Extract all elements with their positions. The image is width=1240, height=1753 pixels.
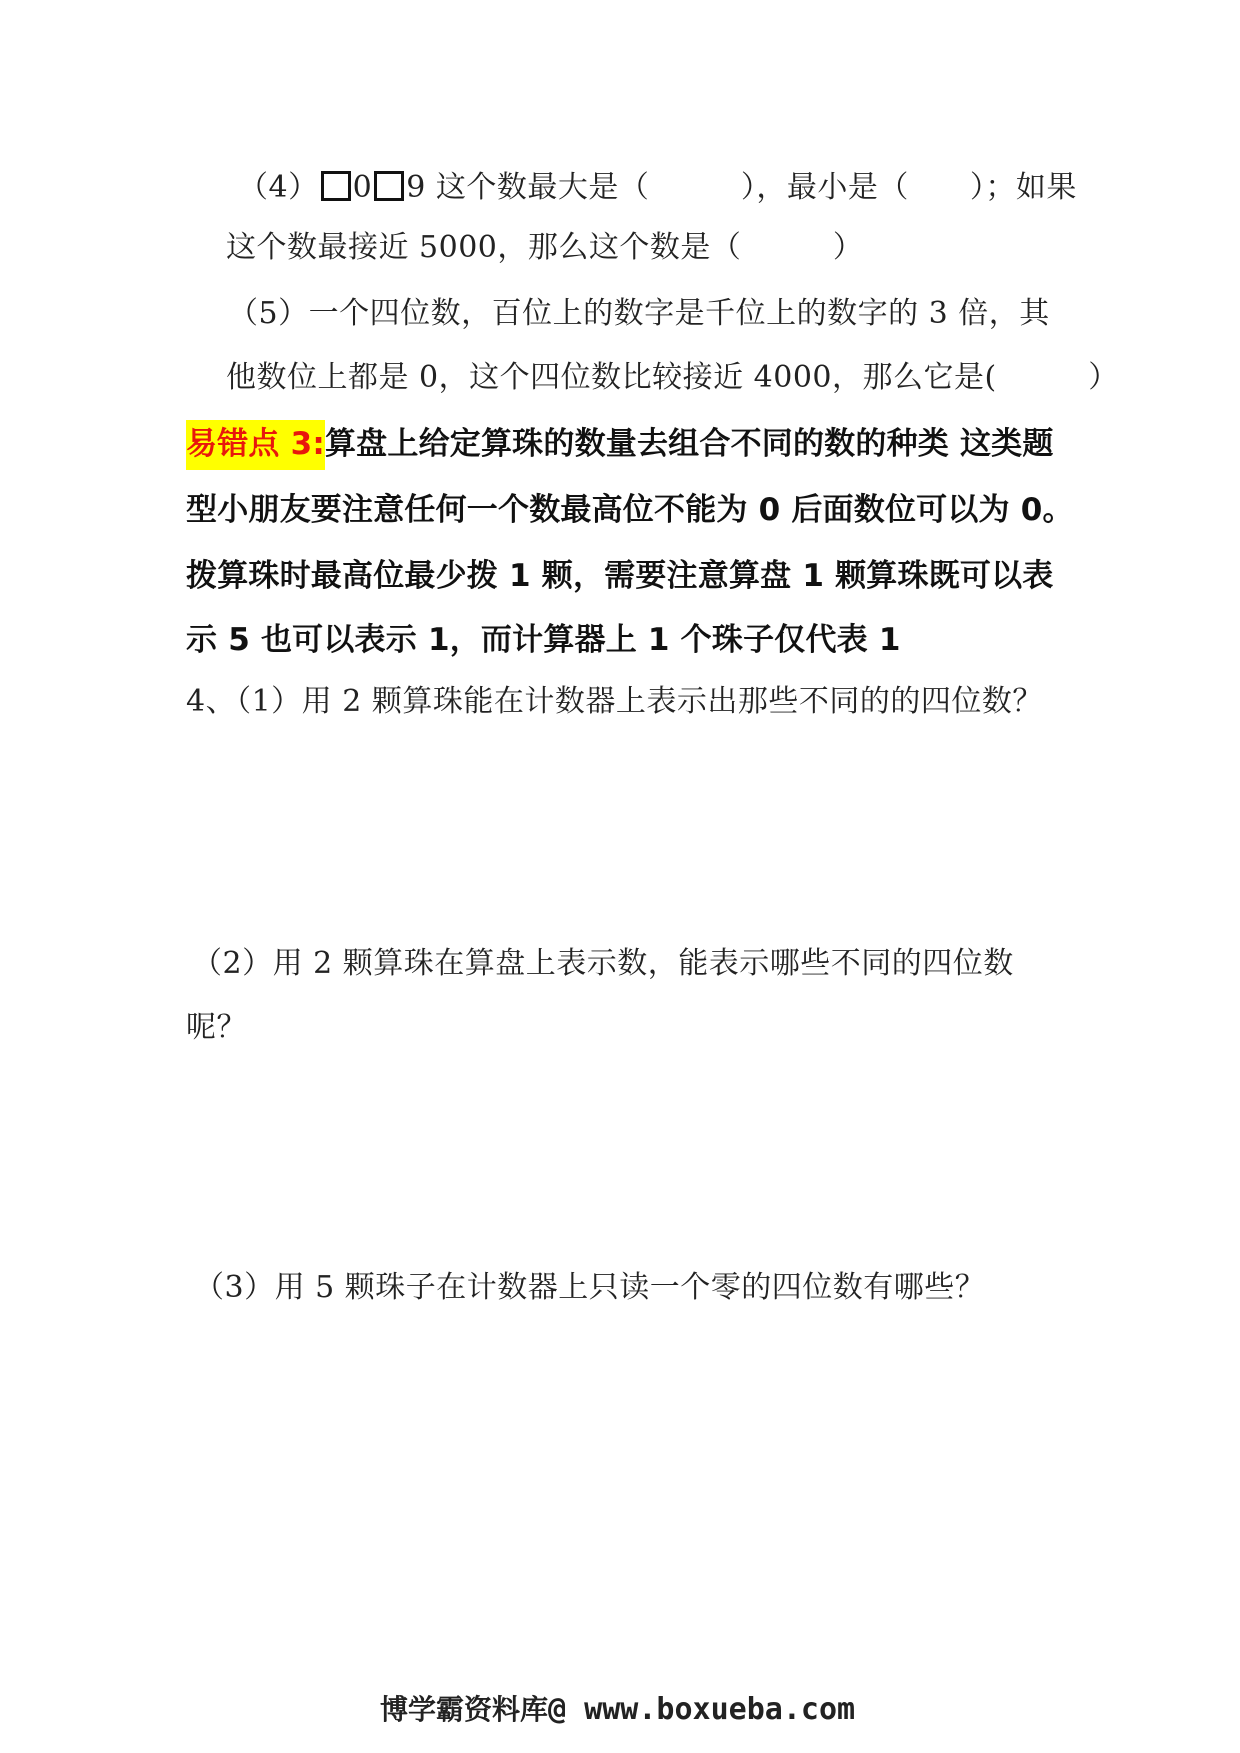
tip-line1 [186, 424, 1054, 464]
q4-4-line2: 这个数最接近 5000，那么这个数是（ ） [226, 230, 864, 265]
q4-1: 4、（1）用 2 颗算珠能在计数器上表示出那些不同的的四位数？ [186, 684, 1043, 719]
blank-box-tens [374, 171, 404, 201]
tip-label: 易错点 3: [186, 420, 325, 470]
q4-5-line1: （5）一个四位数，百位上的数字是千位上的数字的 3 倍，其 [228, 296, 1050, 331]
blank-box-thousands [321, 171, 351, 201]
footer-at: @ [548, 1692, 585, 1727]
q4-5-line2: 他数位上都是 0，这个四位数比较接近 4000，那么它是( ） [226, 360, 1119, 395]
q4-3: （3）用 5 颗珠子在计数器上只读一个零的四位数有哪些？ [194, 1270, 986, 1305]
footer-url: www.boxueba.com [584, 1692, 856, 1727]
footer-site-name: 博学霸资料库 [380, 1693, 549, 1726]
q4-4-end-digit: 9 [406, 170, 426, 205]
tip-text-1: 算盘上给定算珠的数量去组合不同的数的种类 这类题 [324, 426, 1054, 462]
tip-line2: 型小朋友要注意任何一个数最高位不能为 0 后面数位可以为 0。 [186, 492, 1074, 528]
q4-4-line1 [238, 168, 1077, 208]
q4-4-number: （4） [238, 170, 319, 205]
footer-watermark [380, 1688, 855, 1728]
q4-2-line1: （2）用 2 颗算珠在算盘上表示数，能表示哪些不同的四位数 [192, 946, 1014, 981]
q4-2-line2: 呢？ [186, 1010, 247, 1045]
q4-4-mid-digit: 0 [352, 170, 373, 205]
tip-line4: 示 5 也可以表示 1，而计算器上 1 个珠子仅代表 1 [186, 622, 901, 658]
q4-4-question: 这个数最大是（ ），最小是（ ）；如果 [425, 170, 1077, 205]
tip-line3: 拨算珠时最高位最少拨 1 颗，需要注意算盘 1 颗算珠既可以表 [186, 558, 1054, 594]
